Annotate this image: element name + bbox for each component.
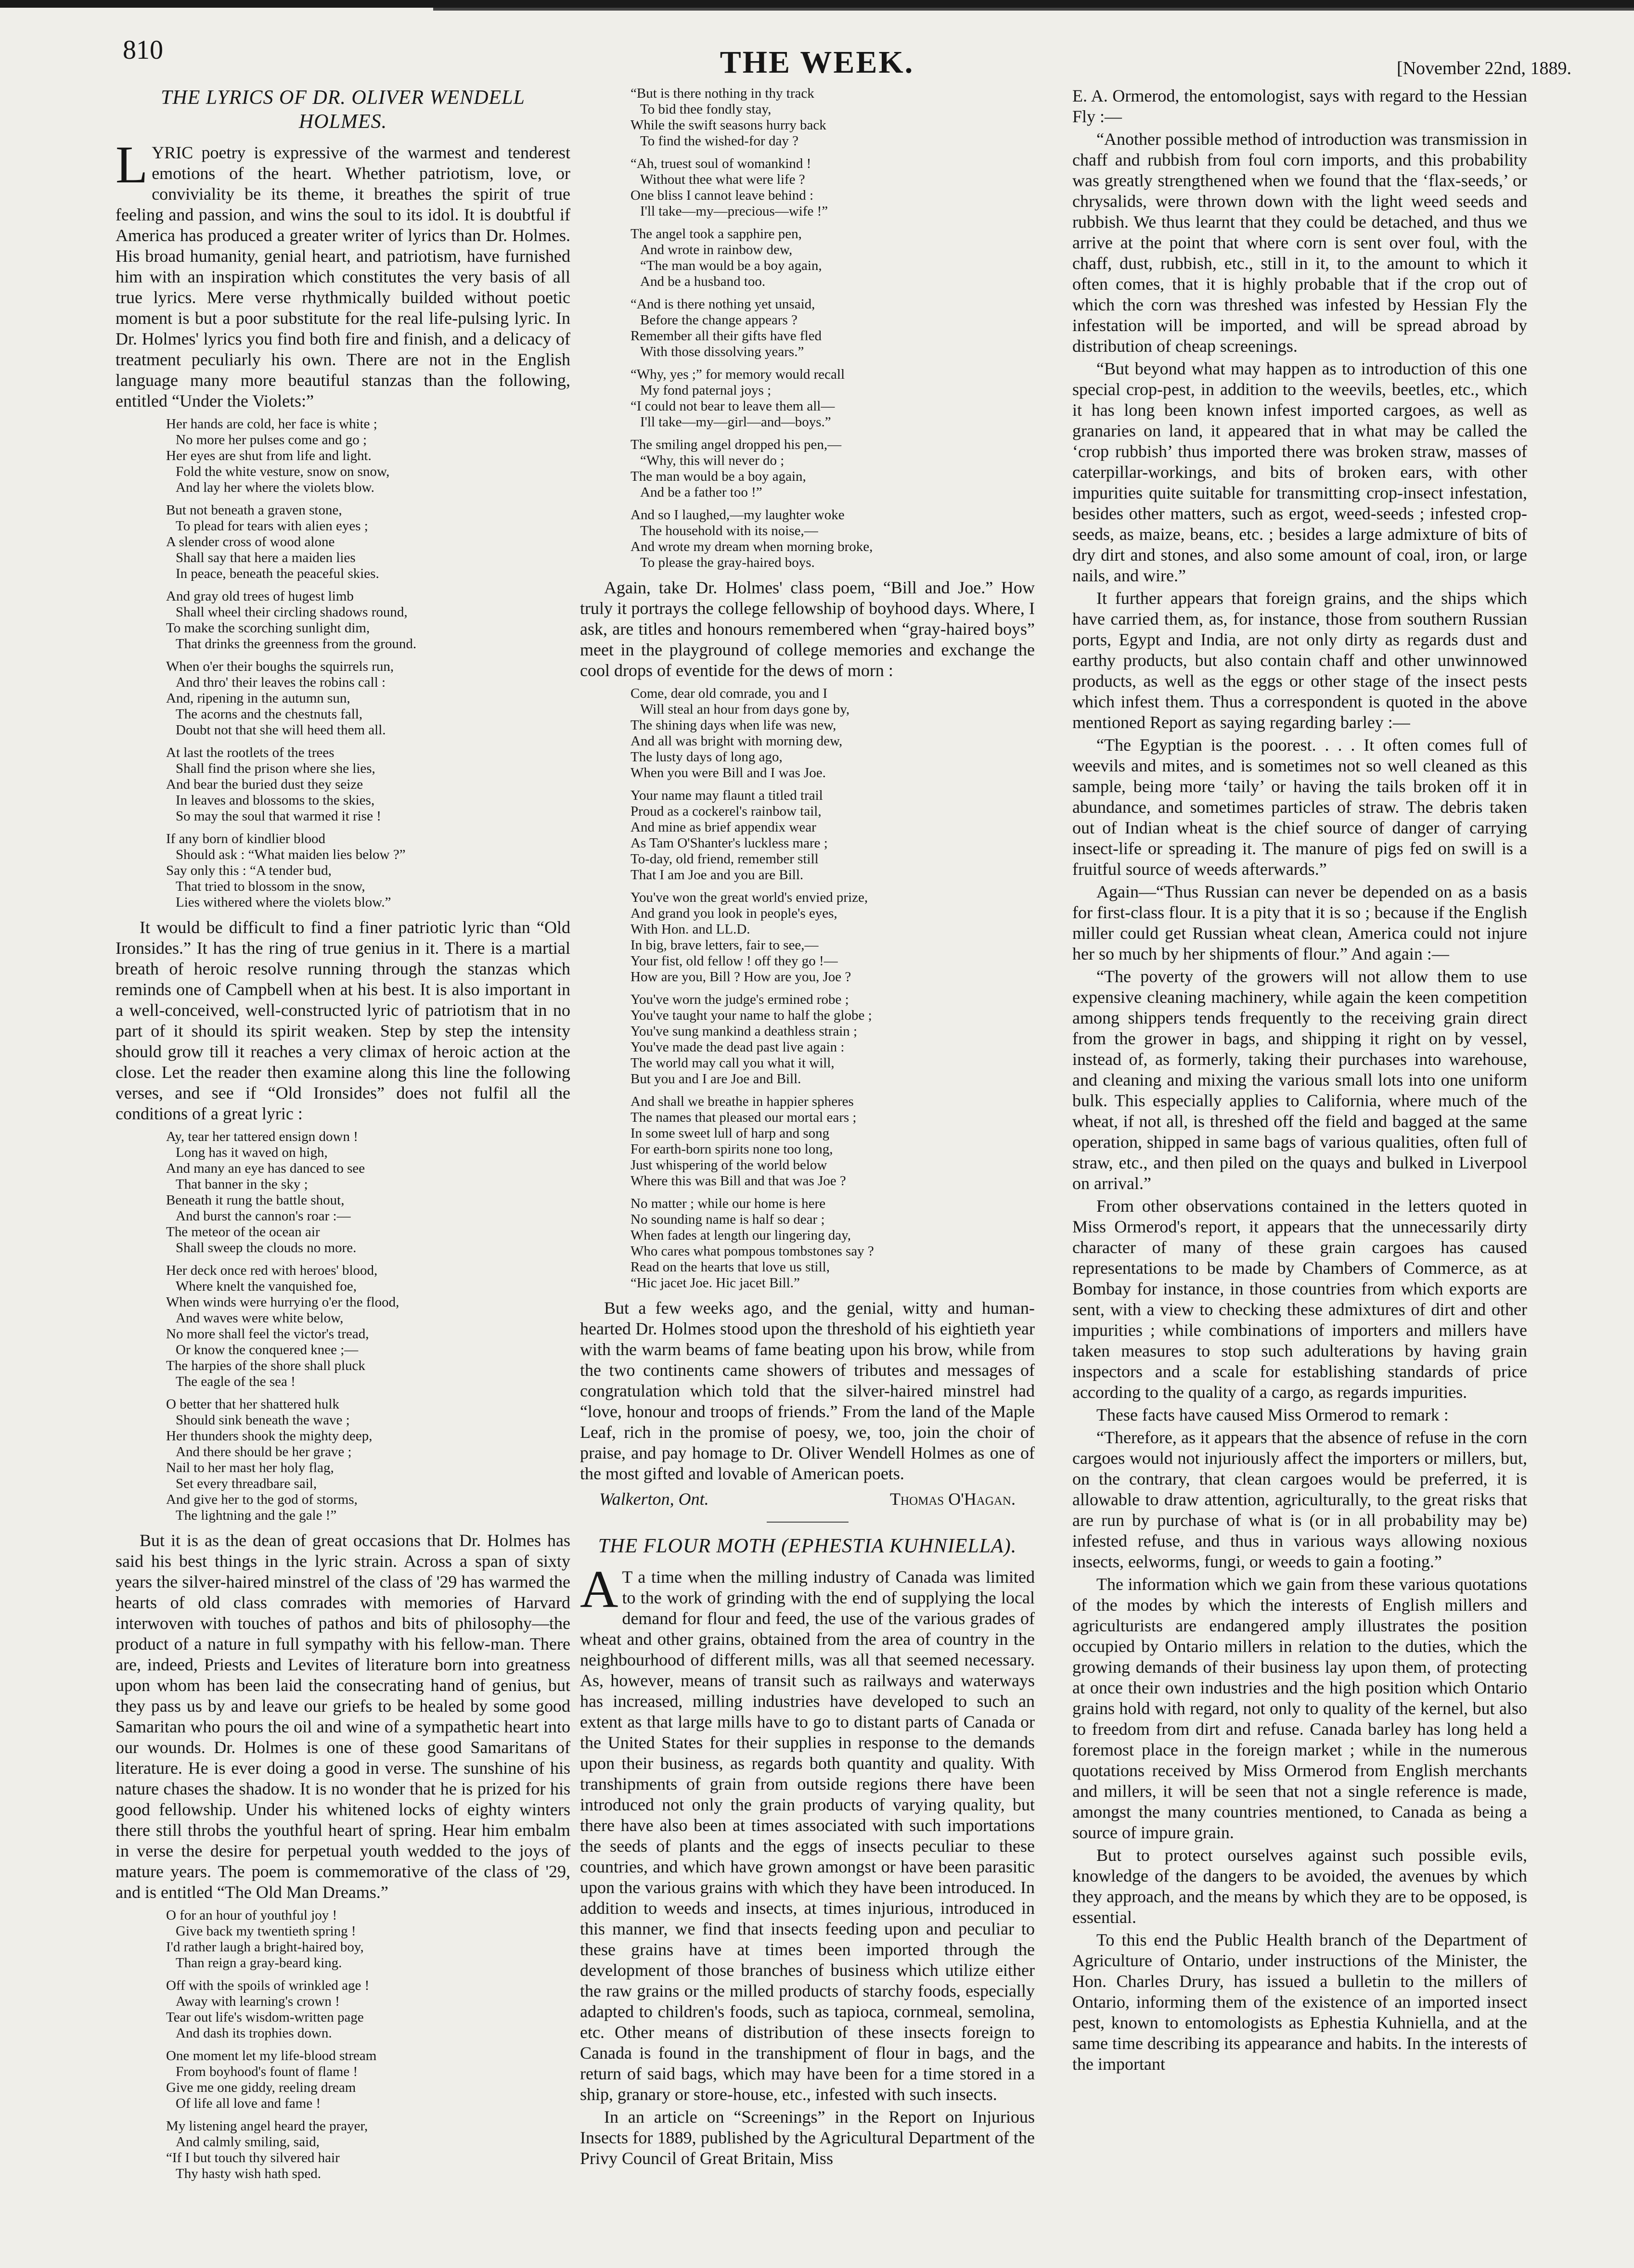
poem-line: And be a father too !”	[640, 485, 762, 500]
article-paragraph: These facts have caused Miss Ormerod to remark :	[1096, 1405, 1449, 1424]
poem-line: Away with learning's crown !	[176, 1994, 340, 2009]
poem-line: You've sung mankind a deathless strain ;	[630, 1024, 858, 1039]
poem-line: And wrote my dream when morning broke,	[630, 539, 873, 554]
poem-line: Remember all their gifts have fled	[630, 328, 822, 344]
poem-stanza	[630, 890, 1035, 985]
poem-line: Come, dear old comrade, you and I	[630, 686, 828, 701]
poem-line: The names that pleased our mortal ears ;	[630, 1110, 857, 1125]
article-paragraph: In an article on “Screenings” in the Report on Injurious Insects for 1889, published by the Agricultural Department of the Privy Council of Great Britain, Miss	[580, 2107, 1035, 2168]
poem-line: Read on the hearts that love us still,	[630, 1259, 830, 1275]
poem-line: Proud as a cockerel's rainbow tail,	[630, 804, 822, 819]
poem-line: The shining days when life was new,	[630, 718, 836, 733]
poem-stanza	[166, 2118, 570, 2182]
issue-date: [November 22nd, 1889.	[1396, 58, 1571, 78]
poem-line: “Why, this will never do ;	[640, 453, 785, 468]
poem-line: Say only this : “A tender bud,	[166, 863, 332, 878]
poem-line: Her eyes are shut from life and light.	[166, 448, 372, 463]
article-divider	[767, 1522, 849, 1523]
poem-stanza	[166, 416, 570, 496]
page-number: 810	[123, 35, 163, 65]
poem-line: And waves were white below,	[176, 1310, 344, 1326]
poem-line: And all was bright with morning dew,	[630, 733, 843, 749]
poem-line: And grand you look in people's eyes,	[630, 906, 837, 921]
poem-line: That tried to blossom in the snow,	[176, 879, 365, 894]
poem-stanza	[630, 788, 1035, 883]
poem-line: When you were Bill and I was Joe.	[630, 765, 826, 781]
poem-line: “I could not bear to leave them all—	[630, 398, 835, 414]
poem-line: Who cares what pompous tombstones say ?	[630, 1243, 874, 1259]
poem-line: That I am Joe and you are Bill.	[630, 867, 804, 883]
poem-line: In big, brave letters, fair to see,—	[630, 937, 819, 953]
column-left	[116, 86, 570, 2251]
article-paragraph: E. A. Ormerod, the entomologist, says with regard to the Hessian Fly :—	[1072, 86, 1527, 126]
poem-line: My listening angel heard the prayer,	[166, 2118, 368, 2134]
poem-old-ironsides	[166, 1129, 570, 1524]
column-right	[1072, 86, 1527, 2251]
poem-stanza	[166, 2048, 570, 2112]
article-title-flour-moth: THE FLOUR MOTH (EPHESTIA KUHNIELLA).	[598, 1535, 1017, 1557]
poem-line: “The man would be a boy again,	[640, 258, 822, 273]
article-paragraph: It would be difficult to find a finer patriotic lyric than “Old Ironsides.” It has the ring of true genius in it. There is a martial breath of heroic resolve running through the stanzas which reminds one of Campbell when at his best. It is also important in a well-conceived, well-constructed lyric of patriotism that in no part of it should its spirit weaken. Step by step the intensity should grow till it reaches a very climax of heroic action at the close. Let the reader then examine along this line the following verses, and see if “Old Ironsides” does not fulfil all the conditions of a great lyric :	[116, 918, 570, 1123]
poem-stanza	[166, 1129, 570, 1256]
poem-line: Doubt not that she will heed them all.	[176, 722, 386, 738]
poem-line: The man would be a boy again,	[630, 469, 806, 484]
poem-line: Before the change appears ?	[640, 312, 798, 328]
poem-stanza	[630, 992, 1035, 1087]
poem-line: Where this was Bill and that was Joe ?	[630, 1173, 846, 1189]
poem-line: When o'er their boughs the squirrels run,	[166, 659, 394, 674]
poem-line: Will steal an hour from days gone by,	[640, 702, 850, 717]
poem-line: And, ripening in the autumn sun,	[166, 691, 350, 706]
poem-old-man-dreams-continued	[630, 86, 1035, 571]
poem-line: And burst the cannon's roar :—	[176, 1208, 351, 1224]
paragraph-text: YRIC poetry is expressive of the warmest and tenderest emotions of the heart. Whether patriotism, love, or conviviality be its theme, it breathes the spirit of true feeling and passion, and wins the soul to its idol. It is doubtful if America has produced a greater writer of lyrics than Dr. Holmes. His broad humanity, genial heart, and patriotism, have furnished him with an inspiration which constitutes the very basis of all true lyrics. Mere verse rhythmically builded without poetic moment is but a poor substitute for the real life-pulsing lyric. In Dr. Holmes' lyrics you find both fire and finish, and a delicacy of treatment peculiarly his own. There are not in the English language many more beautiful stanzas than the following, entitled “Under the Violets:”	[116, 143, 570, 410]
poem-stanza	[630, 437, 1035, 500]
poem-line: While the swift seasons hurry back	[630, 117, 826, 133]
poem-line: I'll take—my—precious—wife !”	[640, 204, 828, 219]
poem-line: In leaves and blossoms to the skies,	[176, 793, 375, 808]
column-middle	[580, 86, 1035, 2251]
poem-line: The meteor of the ocean air	[166, 1224, 320, 1240]
poem-line: From boyhood's fount of flame !	[176, 2064, 358, 2079]
poem-line: How are you, Bill ? How are you, Joe ?	[630, 969, 851, 985]
poem-line: And shall we breathe in happier spheres	[630, 1094, 854, 1109]
top-border-secondary	[433, 8, 1634, 11]
article-paragraph: But it is as the dean of great occasions that Dr. Holmes has said his best things in the lyric strain. Across a span of sixty years the silver-haired minstrel of the class of '29 has warmed the hearts of old class comrades with memories of Harvard interwoven with touches of pathos and bits of philosophy—the product of a nature in full sympathy with his fellow-man. There are, indeed, Priests and Levites of literature born into greatness upon whom has been laid the consecrating hand of genius, but they pass us by and leave our griefs to be healed by some good Samaritan who pours the oil and wine of a sympathetic heart into our wounds. Dr. Holmes is one of these good Samaritans of literature. He is ever doing a good in verse. The sunshine of his nature chases the shadow. It is no wonder that he is prized for his good fellowship. Under his whitened locks of eighty winters there still throbs the youthful heart of spring. Hear him embalm in verse the desire for perpetual youth wedded to the joys of mature years. The poem is commemorative of the class of '29, and is entitled “The Old Man Dreams.”	[116, 1531, 570, 1902]
poem-line: The world may call you what it will,	[630, 1055, 835, 1071]
poem-line: And thro' their leaves the robins call :	[176, 675, 386, 690]
poem-line: “If I but touch thy silvered hair	[166, 2150, 340, 2165]
article-paragraph	[116, 135, 570, 411]
poem-line: My fond paternal joys ;	[640, 383, 772, 398]
poem-line: No more her pulses come and go ;	[176, 432, 367, 448]
poem-stanza	[630, 1196, 1035, 1291]
poem-line: Her deck once red with heroes' blood,	[166, 1263, 378, 1278]
article-paragraph: But to protect ourselves against such possible evils, knowledge of the dangers to be avoided, the avenues by which they approach, and the means by which they are to be opposed, is essential.	[1072, 1845, 1527, 1927]
poem-line: That banner in the sky ;	[176, 1177, 308, 1192]
poem-line: To find the wished-for day ?	[640, 133, 798, 149]
poem-line: For earth-born spirits none too long,	[630, 1141, 833, 1157]
poem-line: O better that her shattered hulk	[166, 1397, 339, 1412]
article-paragraph: “The poverty of the growers will not allow them to use expensive cleaning machinery, while again the keen competition among shippers tends frequently to the receiving grain direct from the grower in bags, and shipping it right on by vessel, instead of, as formerly, taking their purchases into warehouse, and cleaning and mixing the various small lots into one uniform bulk. This especially applies to California, where much of the wheat, if not all, is threshed off the field and bagged at the same operation, shipped in same bags of various qualities, often full of straw, etc., and then piled on the quays and bulked in Liverpool on arrival.”	[1072, 967, 1527, 1193]
poem-line: Off with the spoils of wrinkled age !	[166, 1978, 370, 1993]
poem-line: Shall sweep the clouds no more.	[176, 1240, 357, 1256]
poem-line: You've taught your name to half the globe ;	[630, 1008, 872, 1023]
poem-line: The smiling angel dropped his pen,—	[630, 437, 842, 452]
poem-line: Without thee what were life ?	[640, 172, 805, 187]
poem-stanza	[166, 1263, 570, 1390]
poem-under-the-violets	[166, 416, 570, 910]
poem-stanza	[630, 507, 1035, 571]
poem-line: The angel took a sapphire pen,	[630, 226, 802, 242]
poem-line: Your fist, old fellow ! off they go !—	[630, 953, 838, 969]
poem-line: And calmly smiling, said,	[176, 2134, 320, 2150]
publication-title: THE WEEK.	[720, 45, 914, 80]
poem-line: If any born of kindlier blood	[166, 831, 326, 846]
poem-line: The lusty days of long ago,	[630, 749, 783, 765]
poem-line: One bliss I cannot leave behind :	[630, 188, 814, 203]
drop-cap: L	[116, 135, 148, 194]
poem-line: And wrote in rainbow dew,	[640, 242, 793, 257]
poem-stanza	[166, 1908, 570, 1971]
poem-stanza	[166, 659, 570, 738]
poem-stanza	[166, 589, 570, 652]
poem-line: And give her to the god of storms,	[166, 1492, 358, 1507]
poem-line: And so I laughed,—my laughter woke	[630, 507, 845, 523]
poem-line: But not beneath a graven stone,	[166, 502, 342, 518]
poem-line: Your name may flaunt a titled trail	[630, 788, 823, 803]
poem-line: In peace, beneath the peaceful skies.	[176, 566, 379, 581]
poem-line: “But is there nothing in thy track	[630, 86, 814, 101]
poem-stanza	[630, 226, 1035, 290]
poem-line: Than reign a gray-beard king.	[176, 1955, 342, 1971]
drop-cap: A	[580, 1560, 618, 1618]
poem-stanza	[166, 502, 570, 582]
poem-line: Tear out life's wisdom-written page	[166, 2010, 364, 2025]
poem-line: Lies withered where the violets blow.”	[176, 895, 391, 910]
poem-old-man-dreams	[166, 1908, 570, 2182]
article-paragraph: Again—“Thus Russian can never be depended on as a basis for first-class flour. It is a pity that it is so ; because if the English miller could get Russian wheat clean, America could not injure her so much by her shipments of flour.” And again :—	[1072, 882, 1527, 963]
poem-line: Her hands are cold, her face is white ;	[166, 416, 377, 432]
poem-line: And bear the buried dust they seize	[166, 777, 363, 792]
poem-line: Beneath it rung the battle shout,	[166, 1192, 345, 1208]
poem-line: With Hon. and LL.D.	[630, 922, 750, 937]
poem-line: “Hic jacet Joe. Hic jacet Bill.”	[630, 1275, 800, 1291]
article-paragraph: “The Egyptian is the poorest. . . . It often comes full of weevils and mites, and is sometimes not so well cleaned as this sample, being more ‘taily’ or having the tails broken off it in abundance, and sometimes particles of straw. The debris taken out of Indian wheat is the chief source of danger of carrying insect-life or spreading it. The manure of pigs fed on swill is a fruitful source of weeds afterwards.”	[1072, 735, 1527, 879]
article-paragraph: “Another possible method of introduction was transmission in chaff and rubbish from foul corn imports, and this probability was greatly strengthened when we found that the ‘flax-seeds,’ or chrysalids, were thrown down with the light weed seeds and rubbish. We thus learnt that they could be detached, and thus we arrive at the point that where corn is sent over foul, with the chaff, dust, rubbish, etc., still in it, to the amount to which it often comes, that it is highly probable that if the crop out of which the corn was threshed was infested by Hessian Fly the infestation will be imported, and will be spread abroad by distribution of cheap screenings.	[1072, 129, 1527, 356]
poem-line: At last the rootlets of the trees	[166, 745, 335, 760]
poem-stanza	[166, 745, 570, 824]
poem-line: Or know the conquered knee ;—	[176, 1342, 359, 1358]
poem-line: Nail to her mast her holy flag,	[166, 1460, 334, 1475]
page-header	[0, 30, 1634, 83]
poem-line: As Tam O'Shanter's luckless mare ;	[630, 835, 828, 851]
poem-line: Her thunders shook the mighty deep,	[166, 1428, 373, 1444]
article-paragraph: To this end the Public Health branch of the Department of Agriculture of Ontario, under instructions of the Minister, the Hon. Charles Drury, has issued a bulletin to the millers of Ontario, informing them of the existence of an imported insect pest, known to entomologists as Ephestia Kuhniella, and at the same time describing its appearance and habits. In the interests of the important	[1072, 1930, 1527, 2074]
poem-line: Set every threadbare sail,	[176, 1476, 317, 1491]
poem-line: Give back my twentieth spring !	[176, 1923, 356, 1939]
poem-line: You've won the great world's envied prize,	[630, 890, 868, 905]
poem-line: Fold the white vesture, snow on snow,	[176, 464, 390, 479]
poem-line: But you and I are Joe and Bill.	[630, 1071, 801, 1087]
poem-line: Shall find the prison where she lies,	[176, 761, 375, 776]
poem-line: To make the scorching sunlight dim,	[166, 620, 370, 636]
poem-line: That drinks the greenness from the ground.	[176, 636, 417, 652]
poem-stanza	[630, 296, 1035, 360]
paragraph-text: T a time when the milling industry of Canada was limited to the work of grinding with the end of supplying the local demand for flour and feed, the use of the various grades of wheat and other grains, obtained from the area of country in the neighbourhood of different mills, was all that seemed necessary. As, however, means of transit such as railways and waterways has increased, milling industries have developed to such an extent as that large mills have to go to distant parts of Canada or the United States for their supplies in response to the demands upon their business, as regards both quantity and quality. With transhipments of grain from outside regions there have been introduced not only the grain products of varying quality, but there have also been at times associated with such importations the seeds of plants and the eggs of insects peculiar to these countries, and which have grown amongst or have been parasitic upon the various grains with which they have been introduced. In addition to weeds and insects, at times injurious, introduced in this manner, we find that insects feeding upon and peculiar to these grains have at times been imported through the development of those branches of business which utilize either the raw grains or the milled products of starchy foods, especially adapted to children's foods, such as tapioca, cornmeal, semolina, etc. Other means of distribution of these insects foreign to Canada is found in the transhipment of flour in bags, and the return of said bags, which may have been for a time stored in a ship, granary or store-house, etc., infested with such insects.	[580, 1567, 1035, 2104]
poem-stanza	[630, 1094, 1035, 1189]
poem-line: I'll take—my—girl—and—boys.”	[640, 414, 831, 430]
poem-line: “Ah, truest soul of womankind !	[630, 156, 811, 171]
article-paragraph: From other observations contained in the letters quoted in Miss Ormerod's report, it appears that the unnecessarily dirty character of many of these grain cargoes has caused representations to be made by Chambers of Commerce, as at Bombay for instance, in those countries from which exports are sent, with a view to checking these admixtures of dirt and other impurities ; while combinations of importers and millers have taken measures to stop such adulterations by having grain inspectors and a scale for establishing standards of price according to the quality of a cargo, as regards impurities.	[1072, 1196, 1527, 1402]
poem-stanza	[630, 156, 1035, 219]
poem-line: The acorns and the chestnuts fall,	[176, 706, 363, 722]
poem-line: And there should be her grave ;	[176, 1444, 352, 1460]
poem-line: One moment let my life-blood stream	[166, 2048, 377, 2063]
poem-line: No sounding name is half so dear ;	[630, 1212, 825, 1227]
poem-line: When winds were hurrying o'er the flood,	[166, 1294, 399, 1310]
poem-line: Give me one giddy, reeling dream	[166, 2080, 356, 2095]
poem-line: No more shall feel the victor's tread,	[166, 1326, 369, 1342]
article-paragraph: It further appears that foreign grains, and the ships which have carried them, as, for instance, those from southern Russian ports, Egypt and India, are not only dirty as regards dust and earthy products, but also contain chaff and other unwinnowed products, as well as the eggs or other stage of the insect pests which infest them. Thus a correspondent is quoted in the above mentioned Report as saying regarding barley :—	[1072, 589, 1527, 732]
article-title-holmes: THE LYRICS OF DR. OLIVER WENDELL HOLMES.	[161, 87, 525, 133]
signature-author: Thomas O'Hagan.	[890, 1489, 1016, 1509]
poem-line: Of life all love and fame !	[176, 2096, 321, 2111]
poem-line: To plead for tears with alien eyes ;	[176, 518, 368, 534]
poem-line: Ay, tear her tattered ensign down !	[166, 1129, 358, 1144]
poem-line: You've worn the judge's ermined robe ;	[630, 992, 849, 1007]
article-paragraph: “But beyond what may happen as to introduction of this one special crop-pest, in addition to the weevils, beetles, etc., which it has long been known infest imported cargoes, as well as granaries on land, it appeared that in what may be called the ‘crop rubbish’ thus imported there was broken straw, masses of caterpillar-workings, and bits of broken ears, with other impurities quite suitable for transmitting crop-insect infestation, besides other matters, such as ergot, weed-seeds ; infested crop-seeds, as maize, beans, etc. ; besides a large admixture of bits of dry dirt and stones, and also some amount of coal, iron, or large nails, and wire.”	[1072, 359, 1527, 585]
poem-line: The eagle of the sea !	[176, 1374, 296, 1389]
poem-line: When fades at length our lingering day,	[630, 1228, 851, 1243]
poem-stanza	[630, 367, 1035, 430]
poem-line: Long has it waved on high,	[176, 1145, 328, 1160]
article-paragraph: “Therefore, as it appears that the absence of refuse in the corn cargoes would not injuriously affect the importers or millers, but, on the contrary, that clean cargoes would be preferred, it is allowable to draw attention, agriculturally, to the great risks that are run by purchase of what is (or in all probability may be) infested refuse, and thus in various ways allowing noxious insects, eelworms, fungi, or weeds to gain a footing.”	[1072, 1428, 1527, 1571]
signature-place: Walkerton, Ont.	[599, 1489, 709, 1509]
poem-line: And lay her where the violets blow.	[176, 480, 374, 495]
poem-line: A slender cross of wood alone	[166, 534, 335, 550]
poem-line: So may the soul that warmed it rise !	[176, 808, 381, 824]
poem-line: Shall wheel their circling shadows round,	[176, 604, 408, 620]
poem-line: Just whispering of the world below	[630, 1157, 827, 1173]
poem-line: In some sweet lull of harp and song	[630, 1126, 830, 1141]
article-paragraph	[580, 1560, 1035, 2105]
poem-stanza	[630, 86, 1035, 149]
poem-line: And be a husband too.	[640, 274, 766, 289]
poem-line: With those dissolving years.”	[640, 344, 804, 359]
poem-line: I'd rather laugh a bright-haired boy,	[166, 1939, 364, 1955]
poem-line: To-day, old friend, remember still	[630, 851, 819, 867]
poem-line: Should sink beneath the wave ;	[176, 1412, 350, 1428]
poem-line: The lightning and the gale !”	[176, 1508, 337, 1523]
poem-line: O for an hour of youthful joy !	[166, 1908, 337, 1923]
poem-line: The household with its noise,—	[640, 523, 818, 538]
poem-stanza	[166, 831, 570, 910]
poem-line: And many an eye has danced to see	[166, 1161, 365, 1176]
poem-stanza	[630, 686, 1035, 781]
poem-line: “And is there nothing yet unsaid,	[630, 296, 815, 312]
poem-stanza	[166, 1978, 570, 2041]
poem-line: And dash its trophies down.	[176, 2025, 332, 2041]
article-paragraph: Again, take Dr. Holmes' class poem, “Bill and Joe.” How truly it portrays the college fellowship of boyhood days. Where, I ask, are titles and honours remembered when “gray-haired boys” meet in the playground of college memories and exchange the cool drops of eventide for the dews of morn :	[580, 578, 1035, 680]
poem-line: And gray old trees of hugest limb	[166, 589, 354, 604]
poem-line: To please the gray-haired boys.	[640, 555, 815, 570]
poem-line: You've made the dead past live again :	[630, 1039, 845, 1055]
article-paragraph: But a few weeks ago, and the genial, witty and human-hearted Dr. Holmes stood upon the threshold of his eightieth year with the warm beams of fame beating upon his brow, while from the two continents came showers of tributes and messages of congratulation which told that the silver-haired minstrel had “love, honour and troops of friends.” From the land of the Maple Leaf, rich in the promise of poesy, we, too, join the choir of praise, and pay homage to Dr. Oliver Wendell Holmes as one of the most gifted and lovable of American poets.	[580, 1298, 1035, 1483]
article-paragraph: The information which we gain from these various quotations of the modes by which the interests of English millers and agriculturists are endangered amply illustrates the position occupied by Ontario millers in relation to the duties, which the growing demands of their business lay upon them, of protecting at once their own industries and the high position which Ontario grains hold with regard, not only to quality of the kernel, but also to freedom from dirt and refuse. Canada barley has long held a foremost place in the foreign market ; while in the numerous quotations received by Miss Ormerod from English merchants and millers, it will be seen that not a single reference is made, amongst the many countries mentioned, to Canada as being a source of impure grain.	[1072, 1575, 1527, 1842]
poem-line: “Why, yes ;” for memory would recall	[630, 367, 845, 382]
poem-line: Should ask : “What maiden lies below ?”	[176, 847, 406, 862]
poem-line: No matter ; while our home is here	[630, 1196, 826, 1211]
poem-line: Thy hasty wish hath sped.	[176, 2166, 322, 2181]
poem-line: And mine as brief appendix wear	[630, 820, 816, 835]
poem-line: Shall say that here a maiden lies	[176, 550, 356, 565]
poem-line: Where knelt the vanquished foe,	[176, 1279, 357, 1294]
poem-bill-and-joe	[630, 686, 1035, 1291]
article-signature	[580, 1489, 1035, 1512]
poem-stanza	[166, 1397, 570, 1524]
poem-line: The harpies of the shore shall pluck	[166, 1358, 365, 1373]
poem-line: To bid thee fondly stay,	[640, 102, 772, 117]
top-border	[0, 0, 1634, 8]
